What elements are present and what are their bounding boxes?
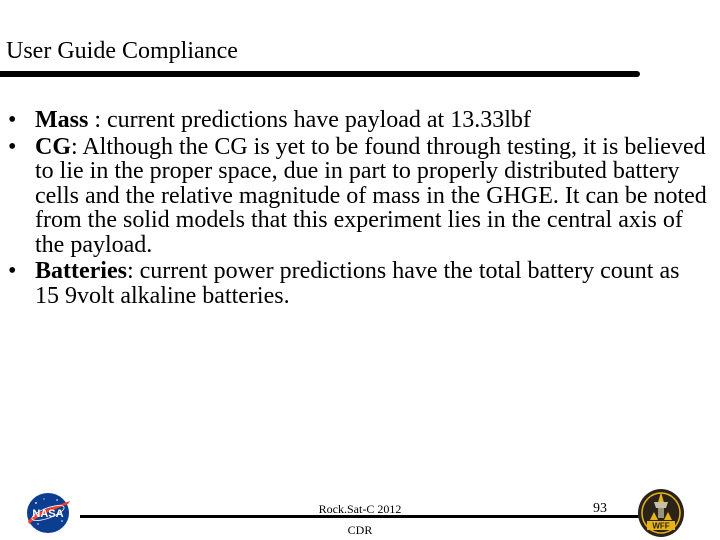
bullet-item-cg [8,135,708,258]
bullet-item-batteries [8,259,708,308]
slide-title: User Guide Compliance [6,38,238,64]
bullet-term: Batteries [35,258,127,284]
page-number: 93 [593,501,607,516]
wff-logo-icon [636,486,686,538]
wff-logo-text: WFF [652,521,670,531]
bullet-dot-icon: • [8,258,17,284]
bullet-text: : Although the CG is yet to be found through testing, it is believed to lie in the proper space, due in part to properly distributed battery cells and the relative magnitude of mass in the GHGE. It can be noted from the solid models that this experiment lies in the central axis of the payload. [35,133,707,258]
bullet-list [8,108,708,310]
bullet-term: CG [35,133,71,160]
nasa-logo-icon [24,491,72,535]
bullet-term: Mass [35,107,89,133]
bullet-item-mass [8,108,708,133]
nasa-logo-text: NASA [32,508,64,520]
bullet-dot-icon: • [8,133,17,160]
footer-center-label: Rock.Sat-C 2012 [318,502,402,516]
footer-sub-label: CDR [347,523,373,537]
bullet-text: : current predictions have payload at 13.33lbf [88,107,531,133]
title-underline [0,71,640,77]
bullet-text: : current power predictions have the total battery count as 15 9volt alkaline batteries. [35,258,680,309]
bullet-dot-icon: • [8,107,17,133]
